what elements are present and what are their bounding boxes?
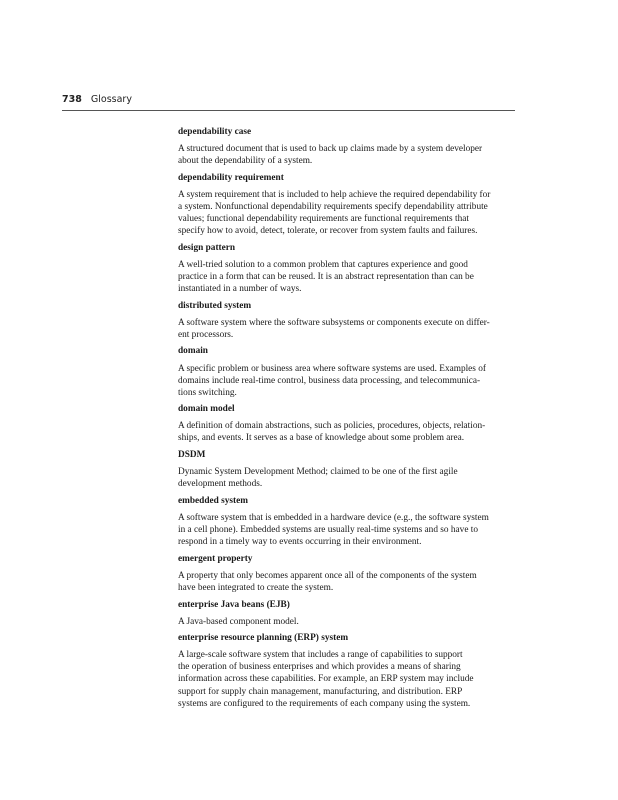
definition-line: values; functional dependability requirements are functional requirements that [178,214,469,225]
definition-line: specify how to avoid, detect, tolerate, or recover from system faults and failures. [178,226,478,237]
glossary-entry [178,172,516,237]
definition-line: instantiated in a number of ways. [178,284,302,295]
definition-line: domains include real-time control, business data processing, and telecommunica- [178,375,481,386]
definition-line: a system. Nonfunctional dependability requirements specify dependability attribute [178,201,488,212]
glossary-definition [178,189,516,237]
glossary-definition [178,649,516,709]
glossary-definition [178,570,516,594]
glossary-entry [178,495,516,548]
glossary-entry [178,599,516,628]
definition-line: ent processors. [178,329,234,340]
glossary-definition [178,143,516,167]
glossary-definition [178,363,516,399]
glossary-term: domain model [178,404,235,415]
glossary-term: enterprise resource planning (ERP) system [178,633,349,644]
definition-line: tions switching. [178,387,237,398]
definition-line: support for supply chain management, manufacturing, and distribution. ERP [178,686,463,697]
definition-line: A specific problem or business area where software systems are used. Examples of [178,363,486,374]
definition-line: development methods. [178,479,263,490]
glossary-definition [178,466,516,490]
definition-line: A structured document that is used to back up claims made by a system developer [178,144,483,155]
glossary-term: distributed system [178,300,252,311]
definition-line: A well-tried solution to a common problem that captures experience and good [178,259,468,270]
definition-line: A software system where the software subsystems or components execute on differ- [178,317,490,328]
definition-line: the operation of business enterprises and which provides a means of sharing [178,662,461,673]
definition-line: A property that only becomes apparent once all of the components of the system [178,570,477,581]
glossary-term: dependability case [178,127,252,137]
glossary-term: dependability requirement [178,172,284,183]
glossary-entry [178,242,516,295]
glossary-term: embedded system [178,495,248,506]
page-number: 738 [62,94,82,105]
definition-line: A definition of domain abstractions, such as policies, procedures, objects, relation- [178,421,486,432]
glossary-entry [178,345,516,398]
definition-line: A software system that is embedded in a hardware device (e.g., the software system [178,512,489,523]
section-title: Glossary [90,94,132,105]
glossary-entry [178,403,516,444]
glossary-entry [178,126,516,167]
glossary-definition [178,420,516,444]
glossary-term: domain [178,346,208,357]
glossary-term: enterprise Java beans (EJB) [178,599,290,610]
definition-line: respond in a timely way to events occurring in their environment. [178,537,422,548]
definition-line: information across these capabilities. For example, an ERP system may include [178,674,474,685]
running-header [62,94,515,111]
glossary-entry [178,300,516,341]
glossary-term: design pattern [178,242,236,253]
definition-line: in a cell phone). Embedded systems are usually real-time systems and so have to [178,525,479,536]
glossary-definition [178,259,516,295]
glossary-term: DSDM [178,450,206,461]
glossary-definition [178,317,516,341]
definition-line: about the dependability of a system. [178,156,313,167]
definition-line: Dynamic System Development Method; claimed to be one of the first agile [178,467,458,478]
glossary-entry [178,449,516,490]
definition-line: A large-scale software system that includes a range of capabilities to support [178,650,463,661]
definition-line: ships, and events. It serves as a base of knowledge about some problem area. [178,433,465,444]
glossary-entry [178,553,516,594]
definition-line: have been integrated to create the system. [178,582,334,593]
glossary-definition [178,616,516,628]
definition-line: A system requirement that is included to help achieve the required dependability for [178,189,491,200]
definition-line: A Java-based component model. [178,616,299,627]
glossary-entry [178,632,516,710]
definition-line: practice in a form that can be reused. It is an abstract representation than can be [178,271,474,282]
glossary-entries [178,126,516,714]
glossary-term: emergent property [178,553,253,564]
glossary-definition [178,512,516,548]
definition-line: systems are configured to the requirements of each company using the system. [178,698,471,709]
